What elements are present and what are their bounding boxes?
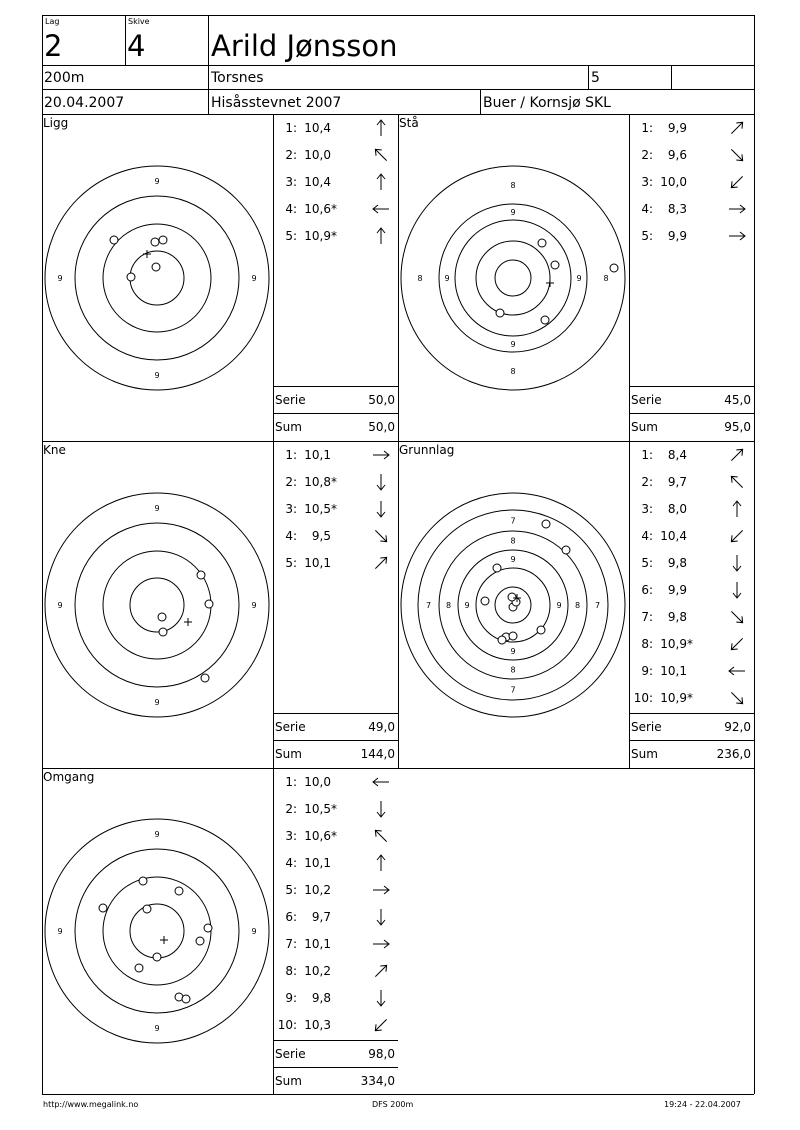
shot-row: 4: 8,3 <box>641 202 687 216</box>
serie-value: 98,0 <box>368 1047 395 1061</box>
serie-value: 92,0 <box>724 720 751 734</box>
sum-label: Sum <box>631 420 658 434</box>
shot-hole <box>143 905 151 913</box>
shot-row: 5: 10,9* <box>285 229 337 243</box>
ring-label: 8 <box>417 274 423 283</box>
ring-label: 8 <box>603 274 609 283</box>
arrow-w-icon <box>370 771 392 793</box>
serie-label: Serie <box>631 393 662 407</box>
arrow-s-icon <box>370 798 392 820</box>
shot-row: 2: 9,6 <box>641 148 687 162</box>
arrow-sw-icon <box>370 1014 392 1036</box>
ring-label: 9 <box>57 601 63 610</box>
lag-value: 2 <box>44 29 63 63</box>
arrow-ne-icon <box>370 960 392 982</box>
shot-hole <box>153 953 161 961</box>
shot-row: 2: 9,7 <box>641 475 687 489</box>
panel-title: Stå <box>399 116 419 130</box>
ring-label: 9 <box>154 177 160 186</box>
arrow-nw-icon <box>370 825 392 847</box>
ring-label: 9 <box>57 274 63 283</box>
ring-label: 9 <box>154 504 160 513</box>
sum-label: Sum <box>631 747 658 761</box>
ring-label: 9 <box>154 830 160 839</box>
ring-label: 9 <box>464 601 470 610</box>
shot-row: 1: 9,9 <box>641 121 687 135</box>
ring-label: 7 <box>594 601 601 610</box>
ring-label: 7 <box>510 516 516 526</box>
shot-row: 3: 10,0 <box>641 175 687 189</box>
shot-row: 4: 10,4 <box>641 529 687 543</box>
shot-row: 3: 10,6* <box>285 829 337 843</box>
shot-row: 1: 10,4 <box>285 121 331 135</box>
shot-row: 9: 9,8 <box>285 991 331 1005</box>
shot-row: 10: 10,3 <box>277 1018 331 1032</box>
serie-label: Serie <box>275 720 306 734</box>
arrow-e-icon <box>370 879 392 901</box>
shot-hole <box>175 887 183 895</box>
shot-row: 5: 9,9 <box>641 229 687 243</box>
serie-label: Serie <box>275 1047 306 1061</box>
shooter-name: Arild Jønsson <box>211 29 398 63</box>
group-center-mark <box>160 936 168 944</box>
ring-label: 9 <box>251 927 257 936</box>
shot-hole <box>196 937 204 945</box>
event-name: Hisåsstevnet 2007 <box>211 95 342 111</box>
panel-title: Ligg <box>43 116 69 130</box>
serie-value: 49,0 <box>368 720 395 734</box>
panel-title: Kne <box>43 443 66 457</box>
ring-label: 8 <box>510 367 516 376</box>
shot-row: 4: 9,5 <box>285 529 331 543</box>
shot-row: 6: 9,7 <box>285 910 331 924</box>
arrow-s-icon <box>370 906 392 928</box>
ring-label: 9 <box>154 698 160 707</box>
target-ring <box>75 849 239 1013</box>
ring-label: 9 <box>251 274 257 283</box>
shot-row: 2: 10,8* <box>285 475 337 489</box>
ring-label: 7 <box>425 601 432 610</box>
ring-label: 9 <box>154 371 160 380</box>
ring-label: 9 <box>510 208 516 217</box>
target-ring <box>130 904 184 958</box>
shot-hole <box>135 964 143 972</box>
panel-title: Grunnlag <box>399 443 455 457</box>
shot-row: 3: 10,5* <box>285 502 337 516</box>
lag-label: Lag <box>45 17 60 26</box>
ring-label: 9 <box>444 274 450 283</box>
ring-label: 8 <box>510 665 516 675</box>
arrow-e-icon <box>370 933 392 955</box>
sum-value: 144,0 <box>360 747 395 761</box>
shot-hole <box>182 995 190 1003</box>
distance: 200m <box>44 70 85 86</box>
shot-row: 4: 10,6* <box>285 202 337 216</box>
shot-hole <box>99 904 107 912</box>
shot-row: 6: 9,9 <box>641 583 687 597</box>
ring-label: 9 <box>510 340 516 349</box>
panel-title: Omgang <box>43 770 95 784</box>
ring-label: 8 <box>510 181 516 190</box>
serie-label: Serie <box>631 720 662 734</box>
footer-url[interactable]: http://www.megalink.no <box>43 1100 139 1109</box>
sum-value: 334,0 <box>360 1074 395 1088</box>
target-ring <box>103 877 211 985</box>
ring-label: 9 <box>556 601 562 610</box>
shot-row: 10: 10,9* <box>633 691 693 705</box>
arrow-n-icon <box>370 852 392 874</box>
shot-row: 1: 10,1 <box>285 448 331 462</box>
shot-row: 3: 10,4 <box>285 175 331 189</box>
shot-row: 2: 10,0 <box>285 148 331 162</box>
shot-row: 8: 10,9* <box>641 637 693 651</box>
shot-row: 8: 10,2 <box>285 964 331 978</box>
shot-row: 2: 10,5* <box>285 802 337 816</box>
serie-value: 50,0 <box>368 393 395 407</box>
shot-row: 1: 10,0 <box>285 775 331 789</box>
ring-label: 9 <box>154 1024 160 1033</box>
date: 20.04.2007 <box>44 95 125 111</box>
serie-label: Serie <box>275 393 306 407</box>
arrow-s-icon <box>370 987 392 1009</box>
sum-value: 50,0 <box>368 420 395 434</box>
shot-row: 7: 9,8 <box>641 610 687 624</box>
target-ring <box>45 819 269 1043</box>
skive-value: 4 <box>127 29 146 63</box>
club-name: Buer / Kornsjø SKL <box>483 95 611 111</box>
ring-label: 9 <box>57 927 63 936</box>
sum-label: Sum <box>275 420 302 434</box>
shot-row: 5: 10,2 <box>285 883 331 897</box>
footer-center: DFS 200m <box>372 1100 414 1109</box>
shot-hole <box>204 924 212 932</box>
ring-label: 8 <box>574 601 581 610</box>
ring-label: 8 <box>510 536 516 546</box>
ring-label: 7 <box>510 685 516 695</box>
number: 5 <box>591 70 600 86</box>
shot-row: 5: 10,1 <box>285 556 331 570</box>
serie-value: 45,0 <box>724 393 751 407</box>
skive-label: Skive <box>128 17 150 26</box>
shot-row: 4: 10,1 <box>285 856 331 870</box>
shot-row: 7: 10,1 <box>285 937 331 951</box>
place: Torsnes <box>211 70 264 86</box>
ring-label: 9 <box>251 601 257 610</box>
ring-label: 9 <box>510 555 516 564</box>
footer-timestamp: 19:24 - 22.04.2007 <box>664 1100 741 1109</box>
ring-label: 9 <box>510 647 516 656</box>
shot-row: 1: 8,4 <box>641 448 687 462</box>
shot-row: 5: 9,8 <box>641 556 687 570</box>
ring-label: 8 <box>445 601 452 610</box>
shot-hole <box>139 877 147 885</box>
sum-label: Sum <box>275 1074 302 1088</box>
sum-value: 95,0 <box>724 420 751 434</box>
shot-row: 9: 10,1 <box>641 664 687 678</box>
sum-value: 236,0 <box>716 747 751 761</box>
ring-label: 9 <box>576 274 582 283</box>
shot-row: 3: 8,0 <box>641 502 687 516</box>
sum-label: Sum <box>275 747 302 761</box>
